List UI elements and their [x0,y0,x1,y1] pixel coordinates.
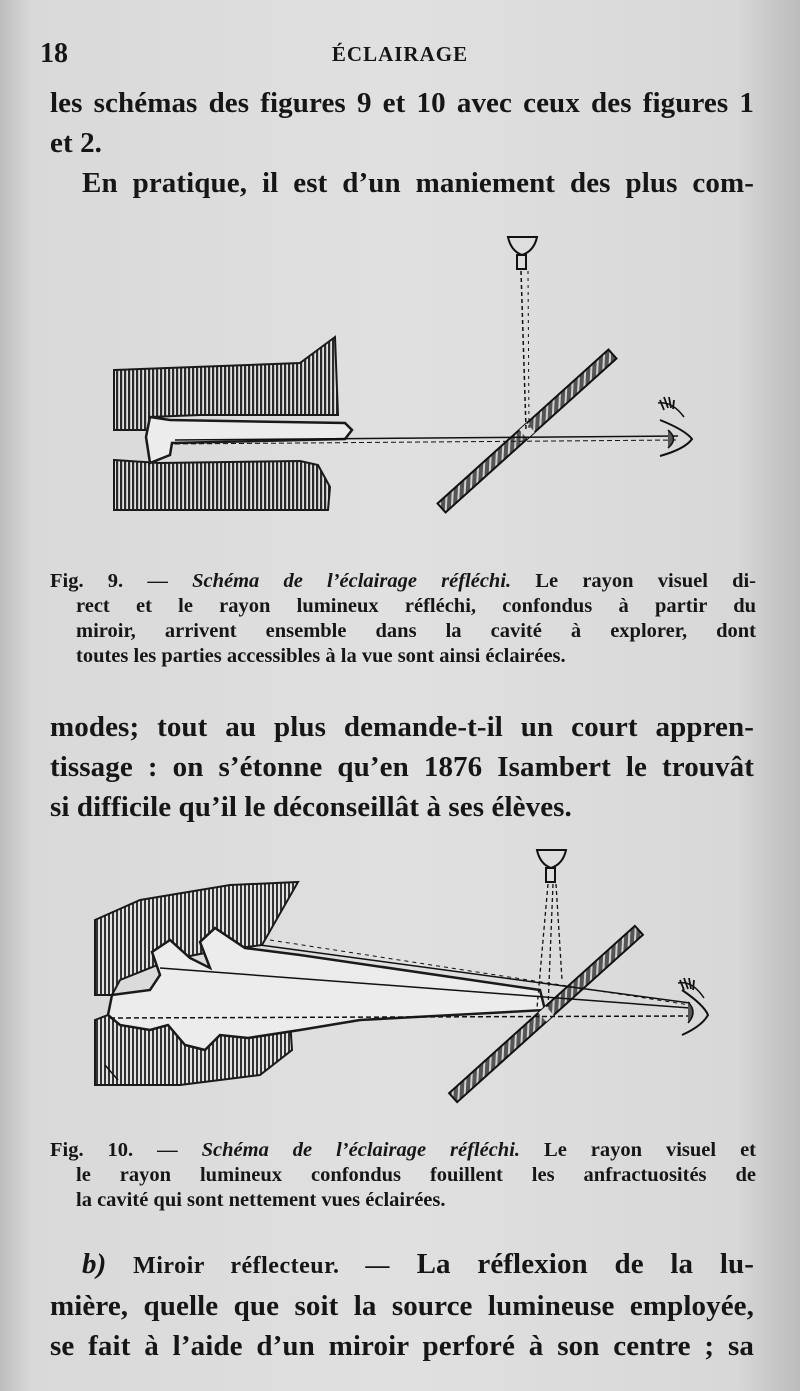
page-header [40,38,760,72]
caption-text: Le rayon visuel et [544,1139,756,1161]
lamp-icon [508,237,537,269]
caption-line: miroir, arrivent ensemble dans la cavité à explorer, dont [76,620,756,642]
text-line: et 2. [50,127,103,159]
caption-line: le rayon lumineux confondus fouillent les anfractuosités de [76,1164,756,1186]
figure-title: Schéma de l’éclairage réfléchi. [192,570,512,592]
text-line: modes; tout au plus demande-t-il un court appren- [50,711,754,743]
cavity-interior [108,928,545,1050]
figure-label: Fig. 10. — [50,1139,178,1161]
running-title: ÉCLAIRAGE [331,42,469,66]
mirror [438,350,617,513]
text-run: La réflexion de la lu- [416,1248,754,1280]
cavity-wall-upper [114,337,338,430]
light-ray [537,884,548,1008]
figure-10-caption [50,1138,756,1213]
caption-text: Le rayon visuel di- [535,570,757,592]
caption-line: toutes les parties accessibles à la vue sont ainsi éclairées. [76,645,566,667]
text-line: mière, quelle que soit la source lumineuse employée, [50,1290,754,1322]
text-line: si difficile qu’il le déconseillât à ses élèves. [50,791,572,823]
figure-10-illustration [0,840,800,1130]
figure-9-illustration [0,225,800,565]
paragraph-mirror [50,1244,754,1366]
figure-label: Fig. 9. — [50,570,168,592]
text-line: se fait à l’aide d’un miroir perforé à son centre ; sa [50,1330,754,1362]
cavity-wall-lower [114,460,330,510]
eye-icon [658,397,692,456]
page-number: 18 [40,38,68,69]
figure-9-caption [50,569,756,669]
caption-line: la cavité qui sont nettement vues éclairées. [76,1189,446,1211]
section-heading: Miroir réflecteur. — [133,1253,390,1279]
light-ray [521,271,526,429]
text-line: tissage : on s’étonne qu’en 1876 Isambert le trouvât [50,751,754,783]
lamp-icon [537,850,566,882]
paragraph-continued [50,707,754,827]
paragraph-intro [50,83,754,203]
figure-title: Schéma de l’éclairage réfléchi. [201,1139,521,1161]
eye-icon [678,978,708,1035]
section-letter: b) [82,1248,107,1280]
text-line: En pratique, il est d’un maniement des plus com- [82,167,754,199]
caption-line: rect et le rayon lumineux réfléchi, confondus à partir du [76,595,756,617]
text-line [50,1244,754,1286]
text-line: les schémas des figures 9 et 10 avec ceux des figures 1 [50,87,754,119]
